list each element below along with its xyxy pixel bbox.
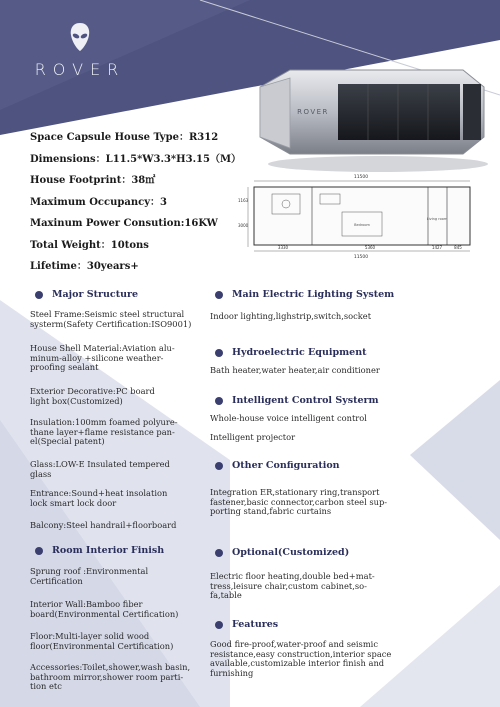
spec-type: Space Capsule House Type：R312 <box>30 132 219 143</box>
brand-name: ROVER <box>34 60 126 79</box>
list-item: Balcony:Steel handrail+floorboard <box>30 520 177 530</box>
list-item: Integration ER,stationary ring,transport fastener,basic connector,carbon steel sup- porting stand,fabric curtains <box>210 487 388 517</box>
list-item: House Shell Material:Aviation alu- minum-alloy +silicone weather- proofing sealant <box>30 343 175 373</box>
section-room-interior <box>30 544 164 558</box>
section-bullet-icon <box>215 549 223 557</box>
section-title: Main Electric Lighting System <box>232 289 395 300</box>
plan-side-dimension-1: 1163 <box>238 198 249 203</box>
list-item: Intelligent projector <box>210 432 296 442</box>
section-title: Major Structure <box>52 289 139 300</box>
plan-outline <box>254 187 470 245</box>
section-title: Intelligent Control Systerm <box>232 395 379 406</box>
capsule-front-face <box>260 78 290 148</box>
plan-label-living: Living room <box>426 217 448 221</box>
section-bullet-icon <box>215 621 223 629</box>
floor-plan-drawing <box>232 172 490 262</box>
spec-weight: Total Weight：10tons <box>30 239 149 251</box>
list-item: Good fire-proof,water-proof and seismic resistance,easy construction,interior space available,customizable interior finish and furnishing <box>210 639 392 678</box>
left-column <box>30 288 210 698</box>
capsule-logo-text: ROVER <box>297 108 329 116</box>
plan-bottom-dim-3: 1427 <box>431 245 443 250</box>
list-item: Whole-house voice intelligent control <box>210 413 367 423</box>
section-major-structure <box>30 288 138 302</box>
section-other-configuration <box>210 459 340 473</box>
section-optional <box>210 546 349 560</box>
list-item: Entrance:Sound+heat insolation lock smart lock door <box>30 488 168 508</box>
capsule-window-strip <box>338 84 460 140</box>
section-bullet-icon <box>215 462 223 470</box>
list-item: Accessories:Toilet,shower,wash basin, bathroom mirror,shower room parti- tion etc <box>30 662 191 692</box>
list-item: Interior Wall:Bamboo fiber board(Environmental Certification) <box>30 599 179 619</box>
plan-bottom-dim-2: 5360 <box>364 245 376 250</box>
spec-dimensions: Dimensions：L11.5*W3.3*H3.15（M） <box>30 153 242 165</box>
brand-logo <box>30 22 130 79</box>
section-hydroelectric <box>210 346 367 360</box>
section-intelligent-control <box>210 394 379 408</box>
section-bullet-icon <box>215 291 223 299</box>
plan-label-bedroom: Bedroom <box>354 223 370 227</box>
spec-power: Maxinum Power Consution:16KW <box>30 218 218 229</box>
capsule-end-glass <box>463 84 481 140</box>
spec-lifetime: Lifetime：30years+ <box>30 261 139 272</box>
list-item: Insulation:100mm foamed polyure- thane layer+flame resistance pan- el(Special patent) <box>30 417 178 447</box>
plan-side-dimension-2: 3000 <box>238 223 249 228</box>
spec-occupancy: Maximum Occupancy：3 <box>30 196 167 208</box>
right-column <box>210 288 395 698</box>
spec-footprint: House Footprint：38㎡ <box>30 175 156 186</box>
section-title: Other Configuration <box>232 460 340 471</box>
plan-bottom-dim-1: 3330 <box>277 245 289 250</box>
list-item: Glass:LOW-E Insulated tempered glass <box>30 459 170 479</box>
section-bullet-icon <box>35 291 43 299</box>
list-item: Bath heater,water heater,air conditioner <box>210 365 380 375</box>
right-triangle-shape <box>410 380 500 540</box>
section-lighting <box>210 288 394 302</box>
plan-top-dimension: 11500 <box>353 175 369 180</box>
capsule-house-image <box>238 52 488 177</box>
section-features <box>210 618 278 632</box>
plan-bottom-dim-4: 845 <box>454 245 462 250</box>
list-item: Floor:Multi-layer solid wood floor(Environmental Certification) <box>30 631 174 651</box>
section-bullet-icon <box>215 349 223 357</box>
section-bullet-icon <box>215 397 223 405</box>
plan-bottom-total: 11500 <box>353 255 369 260</box>
list-item: Electric floor heating,double bed+mat- tress,leisure chair,custom cabinet,so- fa,table <box>210 571 375 601</box>
section-title: Optional(Customized) <box>232 547 350 558</box>
alien-logo-icon <box>69 22 91 52</box>
section-bullet-icon <box>35 547 43 555</box>
list-item: Steel Frame:Seismic steel structural systerm(Safety Certification:ISO9001) <box>30 309 192 329</box>
spec-list <box>30 127 240 278</box>
section-title: Features <box>232 619 279 630</box>
list-item: Indoor lighting,lighstrip,switch,socket <box>210 311 372 321</box>
list-item: Exterior Decorative:PC board light box(Customized) <box>30 386 155 406</box>
section-title: Room Interior Finish <box>52 545 165 556</box>
capsule-shadow <box>268 156 488 172</box>
section-title: Hydroelectric Equipment <box>232 347 367 358</box>
list-item: Sprung roof :Environmental Certification <box>30 566 149 586</box>
